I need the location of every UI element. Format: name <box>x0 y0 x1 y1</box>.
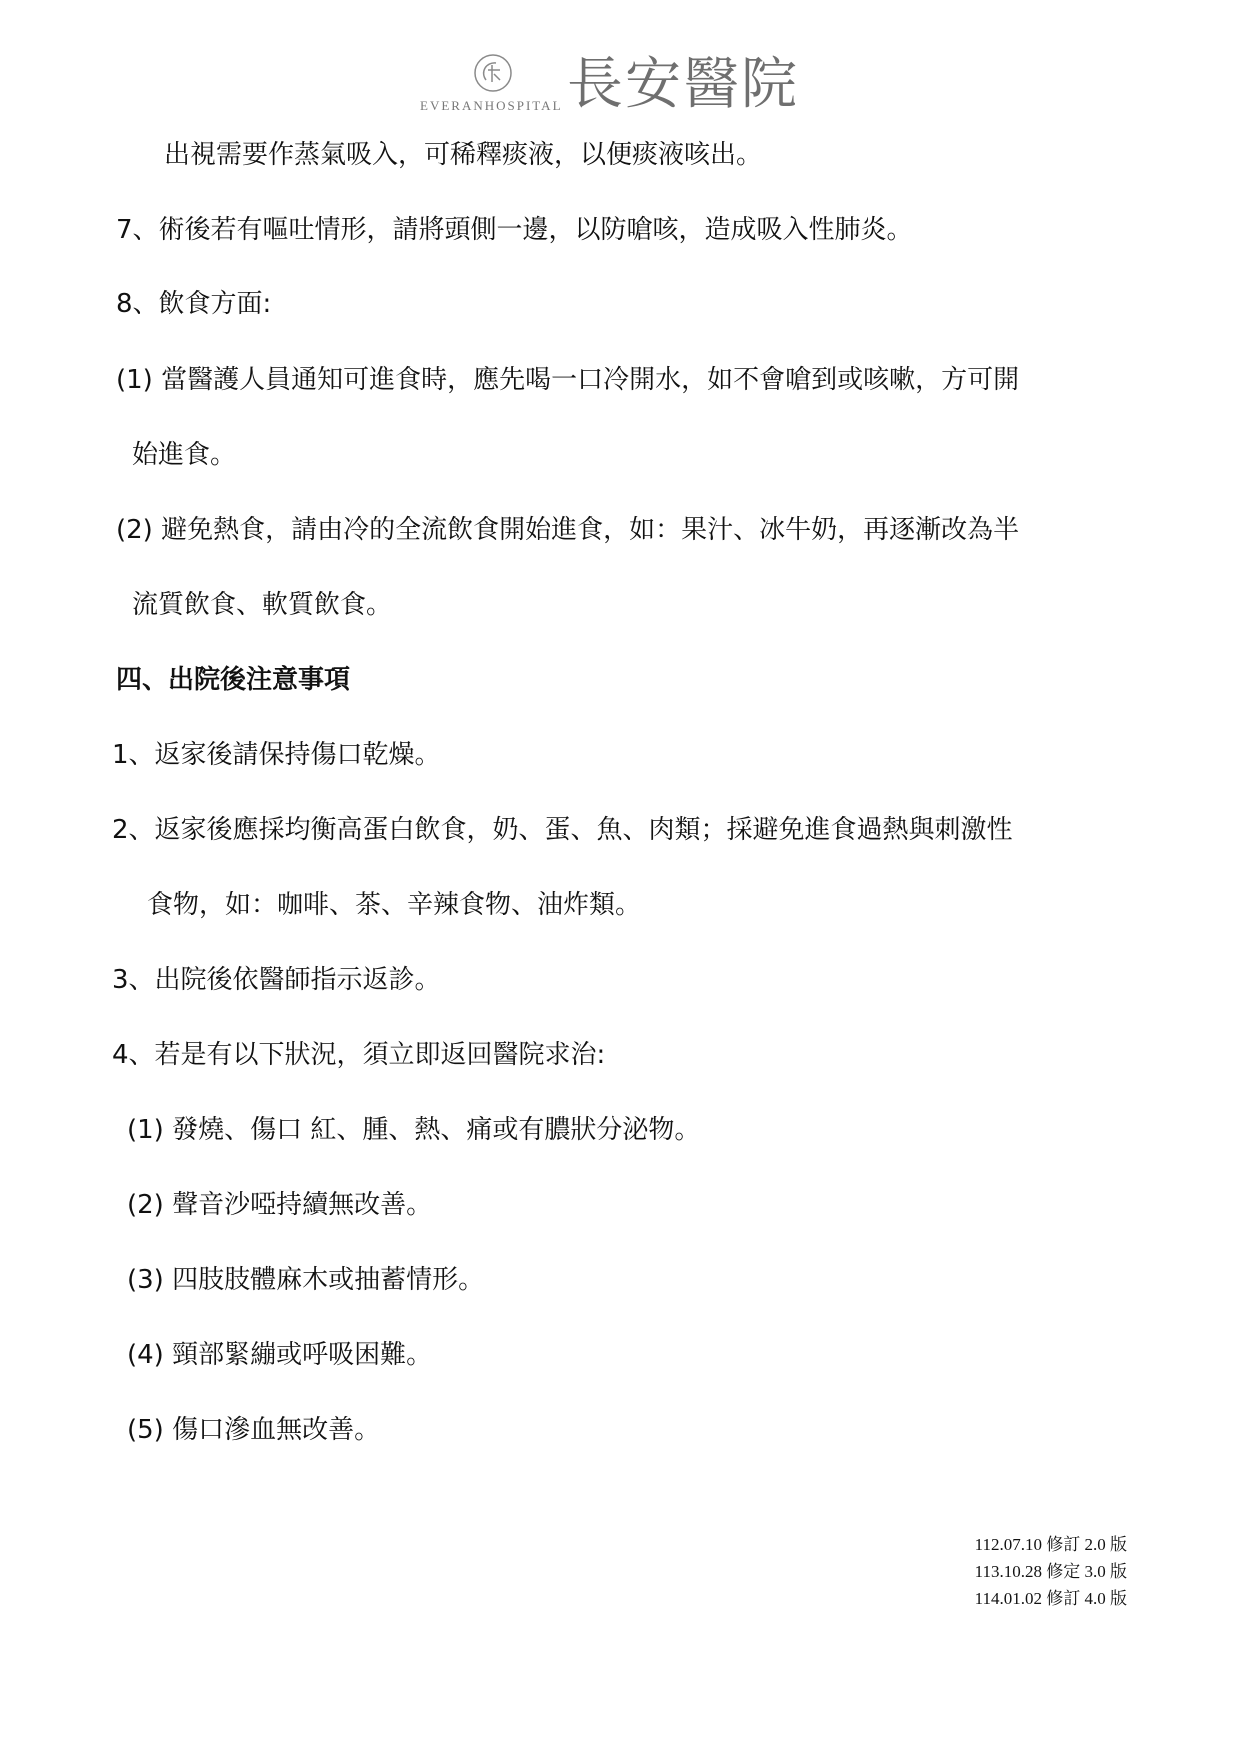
item-8-2: (2) 避免熱食，請由冷的全流飲食開始進食，如：果汁、冰牛奶，再逐漸改為半 <box>116 515 1020 545</box>
hospital-emblem-icon <box>472 52 514 94</box>
discharge-item-4-2: (2) 聲音沙啞持續無改善。 <box>127 1190 433 1220</box>
revision-note-1: 112.07.10 修訂 2.0 版 <box>974 1535 1127 1554</box>
item-8-1: (1) 當醫護人員通知可進食時，應先喝一口冷開水，如不會嗆到或咳嗽，方可開 <box>116 365 1020 395</box>
item-8: 8、飲食方面: <box>116 289 272 319</box>
revision-note-2: 113.10.28 修定 3.0 版 <box>974 1562 1127 1581</box>
item-8-1-cont: 始進食。 <box>132 440 237 470</box>
discharge-item-1: 1、返家後請保持傷口乾燥。 <box>112 740 441 770</box>
line-1: 出視需要作蒸氣吸入，可稀釋痰液，以便痰液咳出。 <box>164 140 763 170</box>
discharge-item-3: 3、出院後依醫師指示返診。 <box>112 965 441 995</box>
logo-chinese-name: 長安醫院 <box>567 52 799 117</box>
item-7: 7、術後若有嘔吐情形，請將頭側一邊，以防嗆咳，造成吸入性肺炎。 <box>116 215 913 245</box>
hospital-logo <box>420 48 840 118</box>
discharge-item-4-5: (5) 傷口滲血無改善。 <box>127 1415 381 1445</box>
revision-note-3: 114.01.02 修訂 4.0 版 <box>974 1589 1127 1608</box>
section-heading: 四、出院後注意事項 <box>116 665 351 695</box>
discharge-item-4-1: (1) 發燒、傷口 紅、腫、熱、痛或有膿狀分泌物。 <box>127 1115 701 1145</box>
item-8-2-cont: 流質飲食、軟質飲食。 <box>132 590 393 620</box>
discharge-item-4-4: (4) 頸部緊繃或呼吸困難。 <box>127 1340 433 1370</box>
discharge-item-2: 2、返家後應採均衡高蛋白飲食，奶、蛋、魚、肉類；採避免進食過熱與刺激性 <box>112 815 1013 845</box>
discharge-item-4-3: (3) 四肢肢體麻木或抽蓄情形。 <box>127 1265 485 1295</box>
discharge-item-2-cont: 食物，如：咖啡、茶、辛辣食物、油炸類。 <box>147 890 642 920</box>
discharge-item-4: 4、若是有以下狀況，須立即返回醫院求治: <box>112 1040 606 1070</box>
logo-english-name: EVERANHOSPITAL <box>420 98 563 113</box>
